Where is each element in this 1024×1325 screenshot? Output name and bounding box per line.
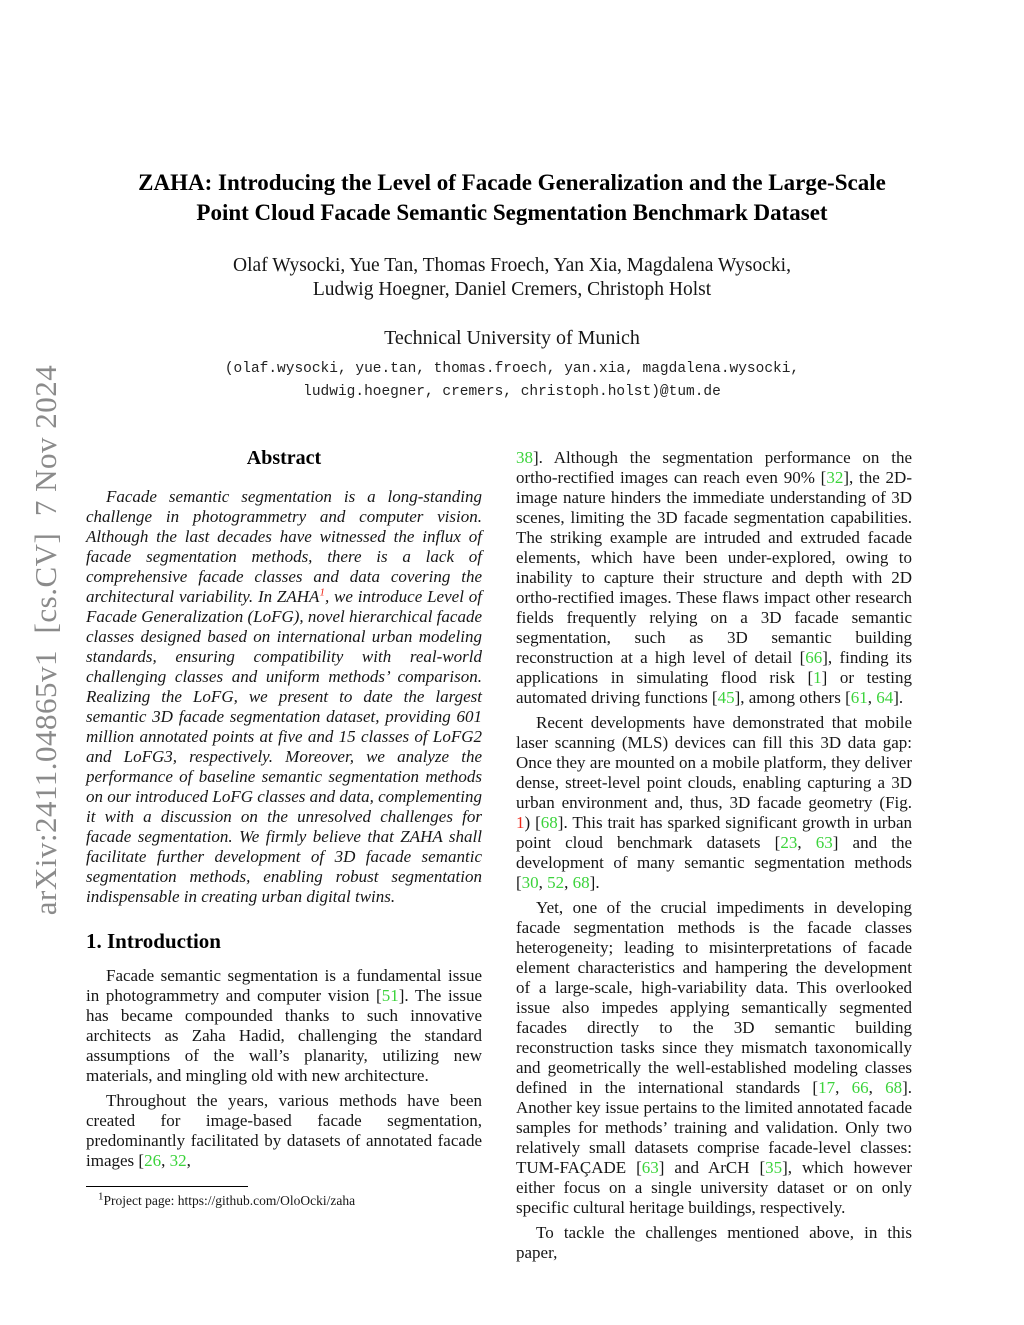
text-run: , — [186, 1151, 191, 1170]
text-run: ] and the development of many semantic segmentation methods [ — [516, 833, 912, 892]
intro-paragraph-2 — [86, 1091, 482, 1171]
authors-line-1: Olaf Wysocki, Yue Tan, Thomas Froech, Yan Xia, Magdalena Wysocki, — [233, 255, 791, 276]
section-heading-introduction: 1. Introduction — [86, 929, 221, 953]
citation-link[interactable]: 63 — [815, 833, 833, 852]
abstract-heading: Abstract — [246, 447, 322, 469]
text-run: Facade semantic segmentation is a long-standing challenge in photogrammetry and computer vision. Although the last decades have witnessed the influx of facade segmentation methods, there is a lack of comprehensive facade classes and data covering the architectural variability. In ZAHA — [86, 487, 482, 606]
citation-link[interactable]: 52 — [547, 873, 565, 892]
internal-ref-link[interactable]: 1 — [516, 813, 525, 832]
footnote-marker: 1 — [98, 1190, 104, 1203]
text-run: Throughout the years, various methods have been created for image-based facade segmentation, predominantly facilitated by datasets of annotated facade images [ — [86, 1091, 482, 1170]
footnote — [86, 1192, 482, 1209]
text-run: ) [ — [524, 813, 541, 832]
text-run: , — [161, 1151, 170, 1170]
text-run: Facade semantic segmentation is a fundamental issue in photogrammetry and computer vision [ — [86, 966, 482, 1005]
text-run: ]. This trait has sparked significant growth in urban point cloud benchmark datasets [ — [516, 813, 912, 852]
citation-link[interactable]: 45 — [717, 688, 735, 707]
citation-link[interactable]: 26 — [144, 1151, 162, 1170]
text-run: ], which however either focus on a single university dataset or on only specific cultural heritage buildings, respectively. — [516, 1158, 912, 1217]
abstract-section — [86, 487, 482, 907]
text-run: ]. The issue has became compounded thanks to such innovative architects as Zaha Hadid, challenging the standard assumptions of the wall’s planarity, utilizing new materials, and mingling old with new architecture. — [86, 986, 482, 1085]
text-run: , — [797, 833, 816, 852]
text-run: ], finding its applications in simulating flood risk [ — [516, 648, 912, 687]
text-run: ]. Another key issue pertains to the limited annotated facade samples for methods’ training and validation. Only two relatively small datasets comprise facade-level classes: TUM-FAÇADE [ — [516, 1078, 913, 1177]
text-run: , — [867, 688, 877, 707]
citation-link[interactable]: 51 — [381, 986, 399, 1005]
citation-link[interactable]: 30 — [521, 873, 539, 892]
emails-line-2: ludwig.hoegner, cremers, christoph.holst)@tum.de — [303, 384, 721, 400]
citation-link[interactable]: 68 — [885, 1078, 903, 1097]
footnote-rule — [86, 1186, 248, 1187]
footnote-text: Project page: https://github.com/OloOcki/zaha — [103, 1193, 356, 1208]
text-run: ] or testing automated driving functions [ — [516, 668, 912, 707]
emails-line-1: (olaf.wysocki, yue.tan, thomas.froech, yan.xia, magdalena.wysocki, — [224, 361, 800, 377]
citation-link[interactable]: 68 — [572, 873, 590, 892]
citation-link[interactable]: 17 — [818, 1078, 836, 1097]
text-run: Yet, one of the crucial impediments in developing facade segmentation methods is the facade classes heterogeneity; leading to misinterpretations of facade element characteristics and hampering the development of a large-scale, high-variability data. This overlooked issue also impedes applying semantically segmented facades directly to the 3D semantic building reconstruction tasks since they mismatch taxonomically and geometrically the well-established modeling classes defined in the international standards [ — [516, 898, 912, 1097]
text-run: ]. — [893, 688, 904, 707]
affiliation: Technical University of Munich — [384, 327, 640, 349]
citation-link[interactable]: 63 — [641, 1158, 659, 1177]
text-run: Recent developments have demonstrated that mobile laser scanning (MLS) devices can fill this 3D data gap: Once they are mounted on a mobile platform, they deliver dense, street-level point clouds, enabling capturing a 3D urban environment and, thus, 3D facade geometry (Fig. — [516, 713, 912, 812]
left-column — [86, 448, 482, 1263]
paper-title — [0, 0, 1024, 228]
text-run: , — [538, 873, 548, 892]
text-run: ], among others [ — [734, 688, 851, 707]
paper-title-line-2: Point Cloud Facade Semantic Segmentation Benchmark Dataset — [196, 200, 828, 225]
body-paragraph-4 — [516, 1223, 912, 1263]
body-paragraph-2 — [516, 713, 912, 893]
internal-ref-link[interactable]: 1 — [319, 586, 325, 599]
body-paragraph-3 — [516, 898, 912, 1218]
authors-line-2: Ludwig Hoegner, Daniel Cremers, Christoph Holst — [312, 279, 712, 300]
text-run: , — [564, 873, 573, 892]
text-run: ] and ArCH [ — [658, 1158, 766, 1177]
text-run: ], the 2D-image nature hinders the immediate understanding of 3D scenes, limiting the 3D facade segmentation capabilities. The striking example are intruded and extruded facade elements, which have been under-explored, owing to inability to capture their structure and depth with 2D ortho-rectified images. These flaws impact other research fields frequently relying on a 3D facade semantic segmentation, such as 3D semantic building reconstruction at a high level of detail [ — [516, 468, 912, 667]
author-emails — [0, 358, 1024, 404]
text-run: , — [868, 1078, 886, 1097]
citation-link[interactable]: 64 — [876, 688, 894, 707]
body-paragraph-1 — [516, 448, 912, 708]
abstract-paragraph — [86, 487, 482, 907]
text-run: ]. Although the segmentation performance on the ortho-rectified images can reach even 90% [ — [516, 448, 912, 487]
citation-link[interactable]: 35 — [765, 1158, 783, 1177]
citation-link[interactable]: 61 — [850, 688, 868, 707]
citation-link[interactable]: 68 — [540, 813, 558, 832]
authors — [0, 254, 1024, 302]
right-column — [516, 448, 912, 1263]
citation-link[interactable]: 38 — [516, 448, 533, 467]
two-column-body — [86, 448, 1024, 1263]
paper-title-line-1: ZAHA: Introducing the Level of Facade Generalization and the Large-Scale — [138, 170, 886, 195]
text-run: , — [835, 1078, 852, 1097]
citation-link[interactable]: 66 — [805, 648, 823, 667]
citation-link[interactable]: 23 — [780, 833, 798, 852]
text-run: ]. — [589, 873, 600, 892]
text-run: To tackle the challenges mentioned above, in this paper, — [516, 1223, 912, 1262]
citation-link[interactable]: 32 — [826, 468, 844, 487]
arxiv-watermark: arXiv:2411.04865v1 [cs.CV] 7 Nov 2024 — [28, 364, 63, 916]
citation-link[interactable]: 1 — [813, 668, 822, 687]
text-run: , we introduce Level of Facade Generalization (LoFG), novel hierarchical facade classes designed based on international urban modeling standards, ensuring compatibility with real-world challenging classes and uniform methods’ comparison. Realizing the LoFG, we present to date the largest semantic 3D facade segmentation dataset, providing 601 million annotated points at five and 15 classes of LoFG2 and LoFG3, respectively. Moreover, we analyze the performance of baseline semantic segmentation methods on our introduced LoFG classes and data, complementing it with a discussion on the unresolved challenges for facade segmentation. We firmly believe that ZAHA shall facilitate further development of 3D facade semantic segmentation methods, enabling robust segmentation indispensable in creating urban digital twins. — [86, 587, 482, 906]
citation-link[interactable]: 32 — [169, 1151, 187, 1170]
intro-paragraph-1 — [86, 966, 482, 1086]
citation-link[interactable]: 66 — [851, 1078, 869, 1097]
